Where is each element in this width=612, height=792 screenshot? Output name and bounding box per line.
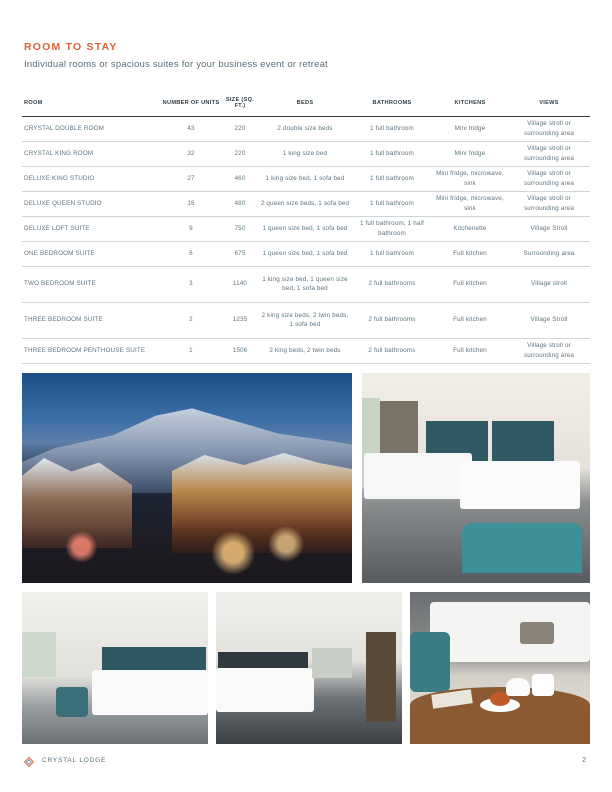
cell-bathrooms: 2 full bathrooms: [352, 302, 432, 338]
cell-beds: 1 king size bed: [258, 141, 352, 166]
cell-room: ONE BEDROOM SUITE: [22, 241, 160, 266]
cell-bathrooms: 2 full bathrooms: [352, 338, 432, 363]
bed-shape: [216, 668, 314, 712]
table-row: [22, 241, 590, 266]
cell-views: Village Stroll: [508, 216, 590, 241]
cell-units: 27: [160, 166, 222, 191]
cell-kitchens: Full kitchen: [432, 266, 508, 302]
cell-views: Village stroll or surrounding area: [508, 166, 590, 191]
cell-units: 3: [160, 266, 222, 302]
table-row: [22, 266, 590, 302]
cell-beds: 1 king size bed, 1 sofa bed: [258, 166, 352, 191]
cell-size: 1140: [222, 266, 258, 302]
cell-views: Village stroll: [508, 266, 590, 302]
cell-views: Surrounding area: [508, 241, 590, 266]
cell-bathrooms: 1 full bathroom: [352, 241, 432, 266]
mug-shape: [532, 674, 554, 696]
village-night-photo: [22, 373, 352, 583]
cell-size: 480: [222, 191, 258, 216]
bed-shape: [364, 453, 472, 499]
cell-views: Village stroll or surrounding area: [508, 338, 590, 363]
cell-size: 750: [222, 216, 258, 241]
table-row: [22, 338, 590, 363]
armchair-shape: [56, 687, 88, 717]
cell-bathrooms: 1 full bathroom, 1 half bathroom: [352, 216, 432, 241]
cell-beds: 2 double size beds: [258, 116, 352, 141]
studio-room-photo: [216, 592, 402, 744]
column-header-units: NUMBER OF UNITS: [160, 94, 222, 116]
cell-units: 2: [160, 302, 222, 338]
bed-shape: [460, 461, 580, 509]
cell-bathrooms: 1 full bathroom: [352, 116, 432, 141]
bed-shape: [92, 670, 208, 715]
column-header-views: VIEWS: [508, 94, 590, 116]
window-shape: [22, 632, 56, 677]
cell-size: 460: [222, 166, 258, 191]
cell-kitchens: Full kitchen: [432, 241, 508, 266]
cell-bathrooms: 1 full bathroom: [352, 141, 432, 166]
column-header-size: SIZE (SQ. FT.): [222, 94, 258, 116]
cell-units: 16: [160, 191, 222, 216]
cell-beds: 1 queen size bed, 1 sofa bed: [258, 216, 352, 241]
cell-room: THREE BEDROOM PENTHOUSE SUITE: [22, 338, 160, 363]
cell-kitchens: Full kitchen: [432, 338, 508, 363]
cell-units: 43: [160, 116, 222, 141]
cell-size: 1235: [222, 302, 258, 338]
table-row: [22, 302, 590, 338]
cell-views: Village stroll or surrounding area: [508, 191, 590, 216]
table-row: [22, 166, 590, 191]
pillow-shape: [520, 622, 554, 644]
table-row: [22, 191, 590, 216]
cell-room: DELUXE KING STUDIO: [22, 166, 160, 191]
cell-beds: 1 queen size bed, 1 sofa bed: [258, 241, 352, 266]
cell-size: 1506: [222, 338, 258, 363]
double-room-photo: [362, 373, 590, 583]
cell-units: 32: [160, 141, 222, 166]
cabinet-shape: [366, 632, 396, 722]
table-header-row: [22, 94, 590, 116]
cell-kitchens: Full kitchen: [432, 302, 508, 338]
column-header-kitchens: KITCHENS: [432, 94, 508, 116]
cell-room: CRYSTAL KING ROOM: [22, 141, 160, 166]
column-header-room: ROOM: [22, 94, 160, 116]
column-header-bathrooms: BATHROOMS: [352, 94, 432, 116]
cell-kitchens: Kitchenette: [432, 216, 508, 241]
page-number: 2: [582, 757, 586, 764]
diamond-logo-icon: [24, 757, 34, 767]
cell-room: DELUXE QUEEN STUDIO: [22, 191, 160, 216]
armchair-shape: [462, 523, 582, 573]
cell-kitchens: Mini fridge, microwave, sink: [432, 166, 508, 191]
cell-units: 9: [160, 216, 222, 241]
cell-units: 1: [160, 338, 222, 363]
footer-brand: CRYSTAL LODGE: [42, 757, 107, 764]
cell-views: Village stroll or surrounding area: [508, 116, 590, 141]
cell-size: 220: [222, 116, 258, 141]
cell-room: THREE BEDROOM SUITE: [22, 302, 160, 338]
armchair-shape: [410, 632, 450, 692]
cell-bathrooms: 1 full bathroom: [352, 191, 432, 216]
headboard-shape: [492, 421, 554, 461]
page-subtitle: Individual rooms or spacious suites for your business event or retreat: [24, 59, 328, 70]
cell-beds: 2 king size beds, 2 twin beds, 1 sofa bed: [258, 302, 352, 338]
cell-kitchens: Mini fridge: [432, 141, 508, 166]
cell-room: CRYSTAL DOUBLE ROOM: [22, 116, 160, 141]
window-shape: [312, 648, 352, 678]
cell-bathrooms: 2 full bathrooms: [352, 266, 432, 302]
cell-beds: 2 king beds, 2 twin beds: [258, 338, 352, 363]
rooms-table: [22, 94, 590, 364]
cell-size: 675: [222, 241, 258, 266]
table-row: [22, 216, 590, 241]
bed-shape: [430, 602, 590, 662]
cell-room: DELUXE LOFT SUITE: [22, 216, 160, 241]
cell-views: Village stroll or surrounding area: [508, 141, 590, 166]
teapot-shape: [506, 678, 530, 696]
king-room-photo: [22, 592, 208, 744]
table-row: [22, 116, 590, 141]
cell-kitchens: Mini fridge: [432, 116, 508, 141]
cell-room: TWO BEDROOM SUITE: [22, 266, 160, 302]
cell-views: Village Stroll: [508, 302, 590, 338]
table-row: [22, 141, 590, 166]
column-header-beds: BEDS: [258, 94, 352, 116]
cell-units: 6: [160, 241, 222, 266]
cell-beds: 2 queen size beds, 1 sofa bed: [258, 191, 352, 216]
cell-bathrooms: 1 full bathroom: [352, 166, 432, 191]
breakfast-table-photo: [410, 592, 590, 744]
village-lights: [22, 523, 352, 583]
cell-beds: 1 king size bed, 1 queen size bed, 1 sofa bed: [258, 266, 352, 302]
cell-size: 220: [222, 141, 258, 166]
page-title: ROOM TO STAY: [24, 41, 118, 53]
cell-kitchens: Mini fridge, microwave, sink: [432, 191, 508, 216]
